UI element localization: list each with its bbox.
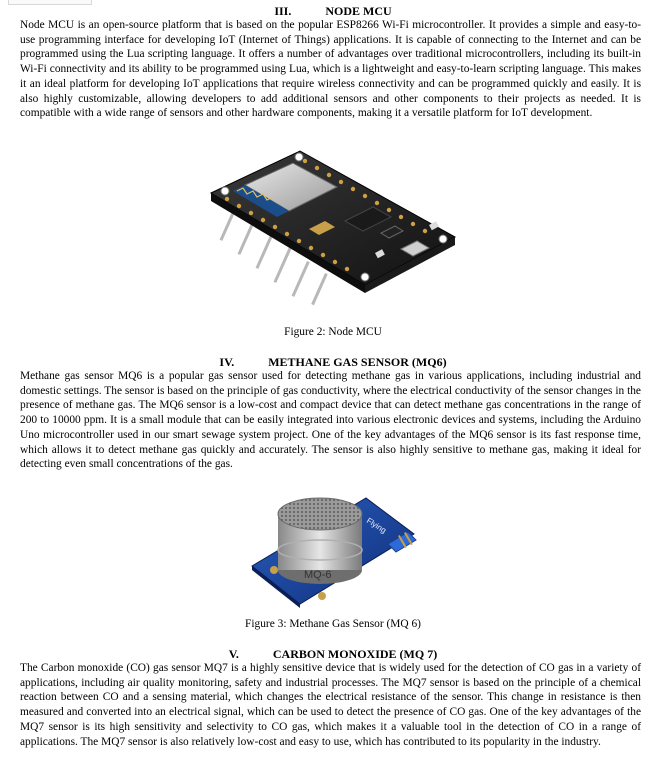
section-paragraph-node-mcu: Node MCU is an open-source platform that is based on the popular ESP8266 Wi-Fi microcontroller. It provides a simple and easy-to-use programming interface for developing IoT (Internet of Things) applications. It is capable of connecting to the Internet and can be programmed using the Lua scripting language. It offers a number of advantages over traditional microcontrollers, including its built-in Wi-Fi connectivity and its ability to be programmed using Lua, which is a lightweight and easy-to-learn scripting language. This makes it an ideal platform for developing IoT applications that require wireless connectivity and can be programmed quickly and easily. It is also highly customizable, allowing developers to add additional sensors and other components to their projects as needed. It is compatible with a wide range of sensors and other hardware components, making it a versatile platform for IoT development. [20,19,641,120]
sensor-marking-text: MQ-6 [304,569,332,581]
section-number: V. [228,647,239,661]
section-title: CARBON MONOXIDE (MQ 7) [272,647,438,661]
figure-caption-node-mcu: Figure 2: Node MCU [284,326,382,338]
section-heading-node-mcu [0,4,666,18]
board-marking-text: Flying [364,516,388,536]
node-mcu-board-image [205,145,460,315]
figure-caption-methane-sensor: Figure 3: Methane Gas Sensor (MQ 6) [245,618,421,630]
section-heading-methane-sensor [0,355,666,369]
mq6-sensor-image [248,478,418,610]
section-heading-carbon-monoxide [0,647,666,661]
section-number: IV. [219,355,235,369]
section-paragraph-carbon-monoxide: The Carbon monoxide (CO) gas sensor MQ7 is a highly sensitive device that is widely used for the detection of CO gas in a variety of applications, including air quality monitoring, safety and industrial processes. The MQ7 sensor is based on the principle of a chemical reaction between CO and a sensing material, which changes the electrical resistance of the sensor. This change in resistance is then measured and converted into an electrical signal, which can be used to detect the presence of CO gas. One of the key advantages of the MQ7 sensor is its high sensitivity and selectivity to CO gas, which makes it a valuable tool in the detection of CO in a range of applications. The MQ7 sensor is also relatively low-cost and easy to use, which has contributed to its popularity in the industry. [20,662,641,748]
section-number: III. [274,4,292,18]
section-paragraph-methane-sensor: Methane gas sensor MQ6 is a popular gas sensor used for detecting methane gas in various applications, including industrial and domestic settings. The sensor is based on the principle of gas conductivity, where the electrical conductivity of the sensor changes in the presence of methane gas. The MQ6 sensor is a low-cost and compact device that can detect methane gas concentrations in the range of 200 to 10000 ppm. It is a small module that can be easily integrated into various electronic devices and systems, including the Arduino Uno microcontroller used in our smart sewage system project. One of the key advantages of the MQ6 sensor is its fast response time, which allows it to detect methane gas quickly and accurately. The sensor is also highly sensitive to methane gas, making it ideal for detecting even small concentrations of the gas. [20,370,641,471]
section-title: METHANE GAS SENSOR (MQ6) [268,355,447,369]
section-title: NODE MCU [325,4,392,18]
